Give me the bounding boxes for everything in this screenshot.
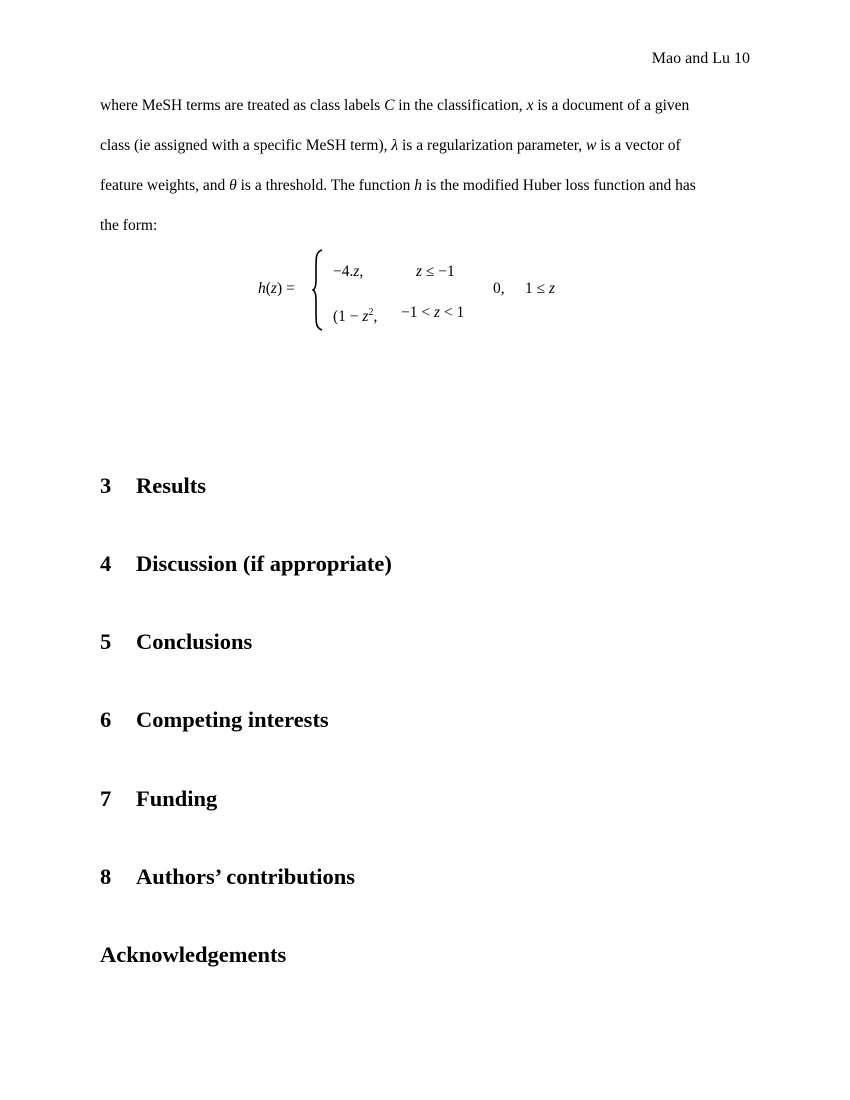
section-title: Results (136, 473, 207, 498)
case-1-condition (416, 262, 455, 282)
section-number: 5 (100, 629, 112, 654)
text-fragment: is a regularization parameter, (398, 137, 586, 154)
math-text: −4. (333, 263, 354, 280)
math-variable-z: z (353, 263, 360, 280)
text-fragment: is a threshold. The function (236, 177, 415, 194)
math-text: ≤ −1 (422, 263, 455, 280)
math-equals: ) = (276, 280, 295, 297)
case-3-condition (525, 279, 555, 299)
math-variable-z: z (433, 304, 441, 321)
text-fragment: is a vector of (596, 137, 681, 154)
math-variable-x: x (526, 97, 534, 114)
section-heading-conclusions (100, 628, 252, 656)
text-fragment: in the classification, (394, 97, 527, 114)
math-text: , (373, 308, 378, 326)
section-number: 7 (100, 786, 112, 811)
section-heading-acknowledgements: Acknowledgements (100, 942, 287, 967)
text-fragment: is the modified Huber loss function and has (422, 177, 696, 194)
math-variable-z: z (362, 308, 369, 326)
text-fragment: feature weights, and (100, 177, 230, 194)
math-text: 1 ≤ (525, 280, 550, 297)
math-variable-z: z (416, 263, 423, 280)
math-text: −1 < (401, 304, 434, 321)
math-variable-w: w (586, 137, 597, 154)
case-3-expression: 0, (493, 280, 505, 297)
case-2-condition (401, 303, 464, 323)
section-title: Competing interests (136, 707, 329, 732)
running-header: Mao and Lu 10 (651, 50, 750, 67)
math-text: , (359, 263, 364, 280)
curly-brace (312, 249, 324, 331)
section-title: Conclusions (136, 629, 253, 654)
equation-lhs (258, 279, 295, 299)
paragraph-line-2 (100, 136, 681, 156)
section-title: Funding (136, 786, 218, 811)
text-fragment: is a document of a given (533, 97, 690, 114)
math-variable-c: C (384, 97, 395, 114)
math-exponent: 2 (368, 307, 374, 318)
paragraph-line-3 (100, 176, 696, 196)
paragraph-line-4: the form: (100, 217, 158, 234)
section-number: 8 (100, 864, 112, 889)
case-2-expression (333, 303, 377, 327)
section-heading-competing-interests (100, 706, 329, 734)
math-variable-z: z (270, 280, 277, 297)
math-variable-theta: θ (229, 177, 237, 194)
section-heading-discussion (100, 550, 392, 578)
section-heading-results (100, 472, 206, 500)
section-heading-authors-contributions (100, 863, 355, 891)
section-number: 3 (100, 473, 112, 498)
section-title: Discussion (if appropriate) (136, 551, 392, 576)
math-text: < 1 (440, 304, 465, 321)
math-variable-lambda: λ (391, 137, 399, 154)
section-heading-funding (100, 785, 217, 813)
text-fragment: class (ie assigned with a specific MeSH term), (100, 137, 392, 154)
math-text: (1 − (333, 308, 363, 326)
text-fragment: where MeSH terms are treated as class labels (100, 97, 385, 114)
paragraph-line-1 (100, 96, 689, 116)
section-title: Authors’ contributions (136, 864, 355, 889)
math-variable-h: h (414, 177, 423, 194)
math-variable-z: z (549, 280, 556, 297)
section-number: 6 (100, 707, 112, 732)
math-function-h: h (258, 280, 266, 297)
case-1-expression (333, 262, 363, 282)
math-paren: ( (265, 280, 271, 297)
section-number: 4 (100, 551, 112, 576)
